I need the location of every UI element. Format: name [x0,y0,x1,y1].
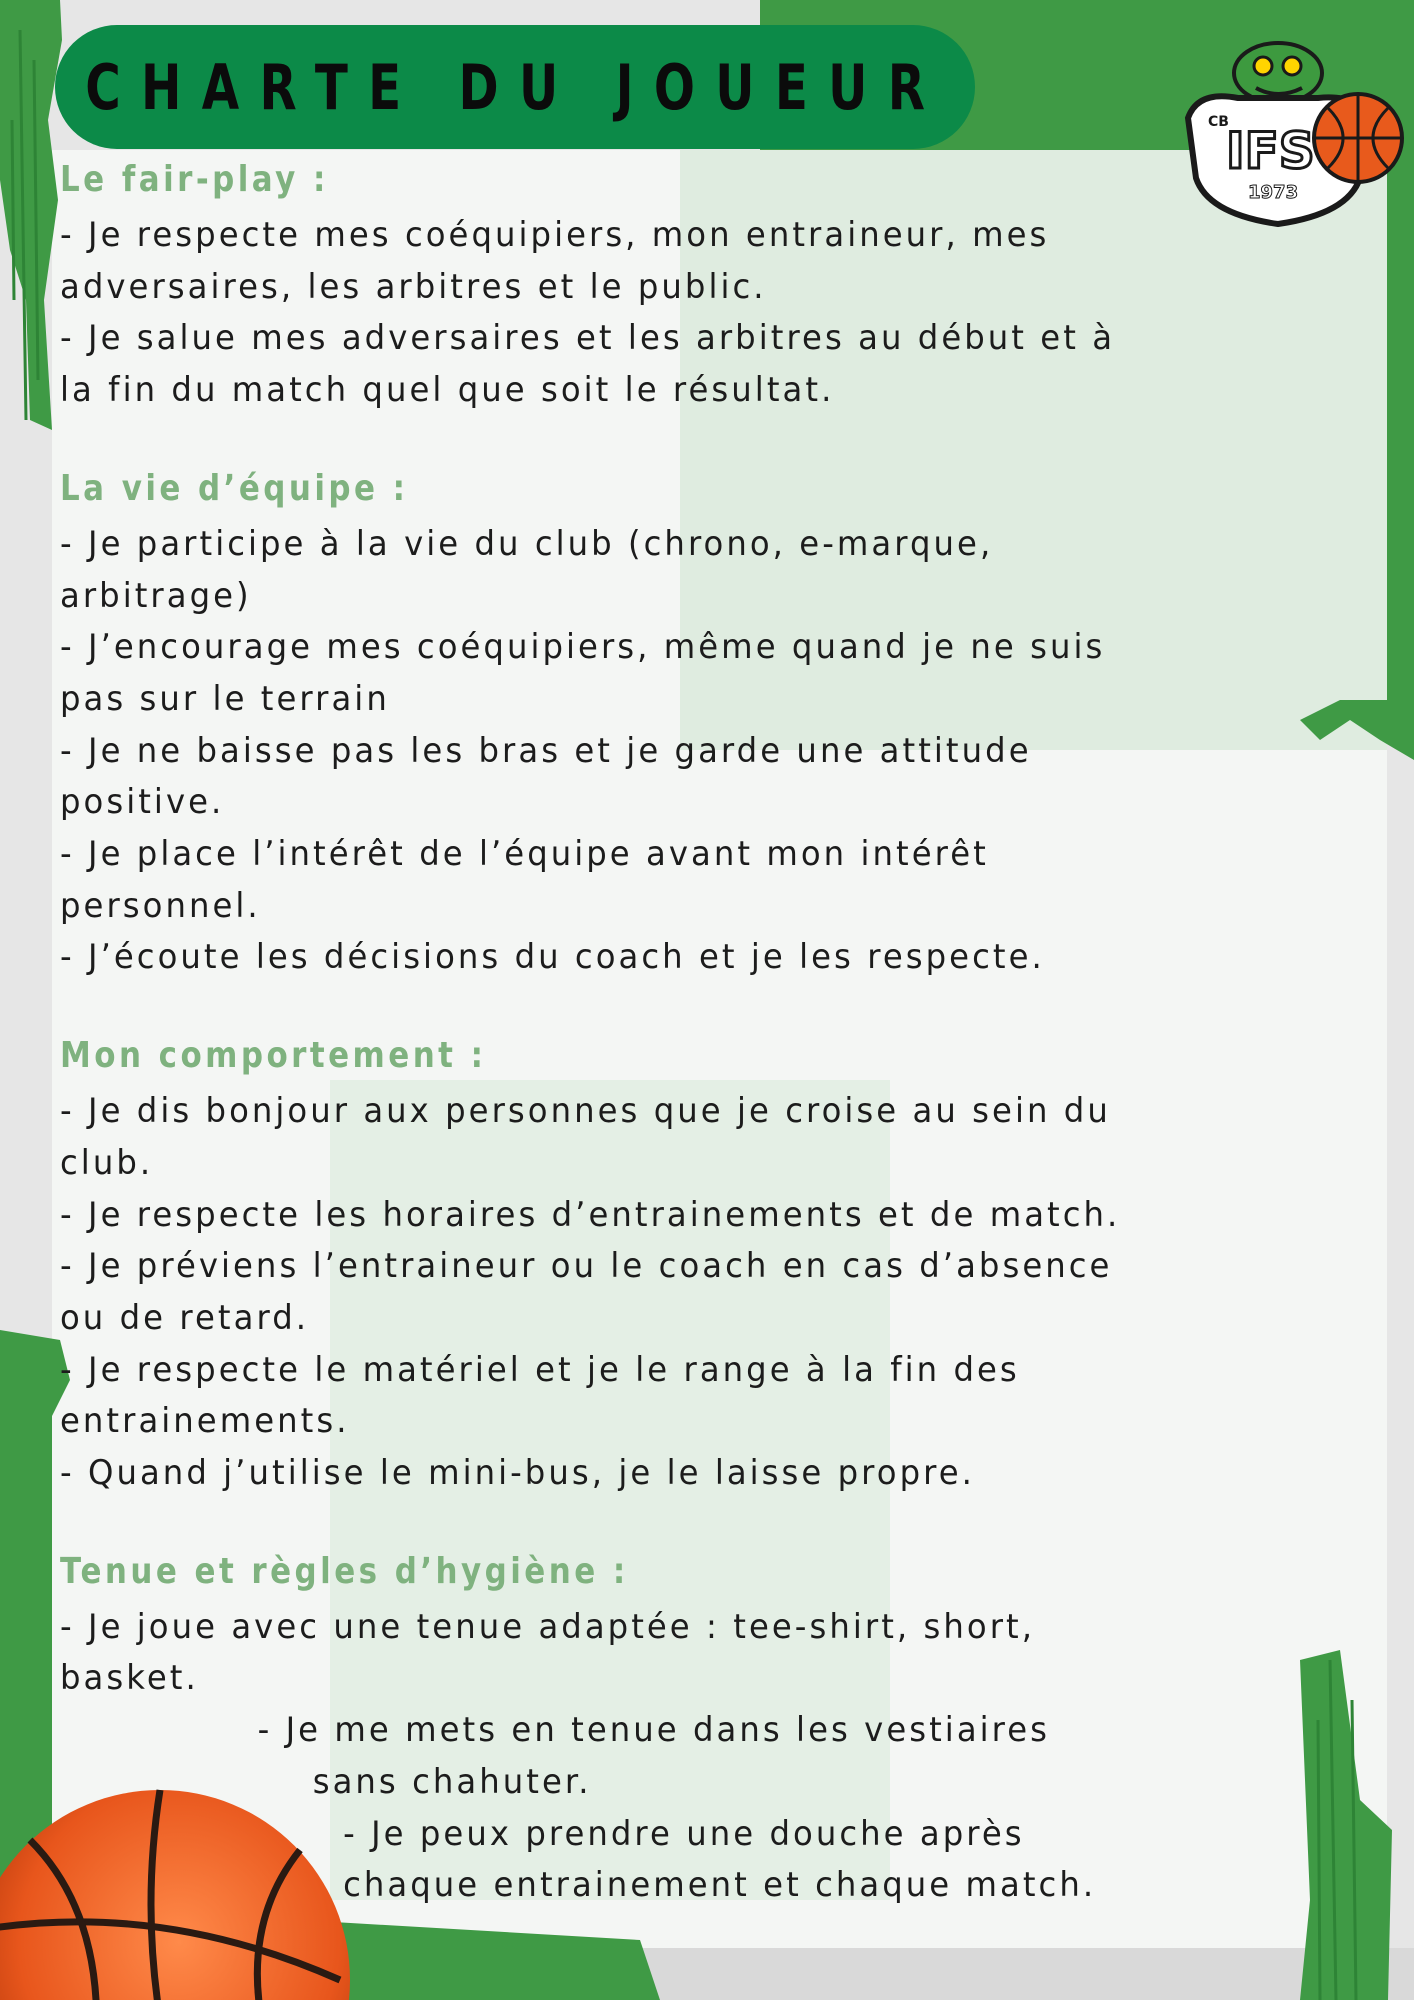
section-line: positive. [60,782,225,823]
charter-content [60,150,1380,1912]
section-line: sans chahuter. [312,1761,592,1802]
section-line: - Je me mets en tenue dans les vestiaires [257,1710,1051,1751]
section-heading-fair-play: Le fair-play : [60,159,329,200]
section-line: chaque entrainement et chaque match. [343,1865,1097,1906]
section-line: - Je participe à la vie du club (chrono, e-marque, [60,523,994,564]
section-line: - Je respecte mes coéquipiers, mon entraineur, mes [60,215,1050,255]
section-line: entrainements. [60,1401,350,1442]
title-banner [55,25,975,149]
section-line: - Je salue mes adversaires et les arbitres au début et à [60,318,1116,359]
section-line: - J’écoute les décisions du coach et je les respecte. [60,937,1045,978]
section-line: la fin du match quel que soit le résultat. [60,370,835,411]
section-line: adversaires, les arbitres et le public. [60,266,767,307]
section-line: pas sur le terrain [60,678,390,719]
logo-cb: CB [1208,114,1229,130]
section-heading-behaviour: Mon comportement : [60,1035,487,1077]
section-line: basket. [60,1658,199,1699]
section-line: - Je peux prendre une douche après [343,1813,1025,1854]
section-heading-outfit-hygiene: Tenue et règles d’hygiène : [60,1550,629,1592]
basketball-icon [0,1780,360,2000]
page-title: CHARTE DU JOUEUR [85,50,945,124]
section-line: club. [60,1142,154,1183]
section-line: - Quand j’utilise le mini-bus, je le laisse propre. [60,1453,975,1494]
section-line: - Je place l’intérêt de l’équipe avant mon intérêt [60,834,989,875]
section-line: - Je ne baisse pas les bras et je garde une attitude [60,730,1032,771]
section-line: - Je respecte les horaires d’entrainements et de match. [60,1194,1121,1235]
section-heading-team-life: La vie d’équipe : [60,467,409,509]
section-line: - J’encourage mes coéquipiers, même quand je ne suis [60,627,1106,668]
section-line: - Je joue avec une tenue adaptée : tee-shirt, short, [60,1606,1036,1647]
logo-year: 1973 [1248,182,1299,203]
section-line: - Je dis bonjour aux personnes que je croise au sein du [60,1091,1111,1132]
section-line: ou de retard. [60,1297,310,1338]
section-line: - Je respecte le matériel et je le range à la fin des [60,1349,1020,1390]
section-line: arbitrage) [60,575,252,616]
section-line: - Je préviens l’entraineur ou le coach en cas d’absence [60,1246,1113,1287]
section-line: personnel. [60,885,261,926]
logo-name: IFS [1226,122,1315,180]
